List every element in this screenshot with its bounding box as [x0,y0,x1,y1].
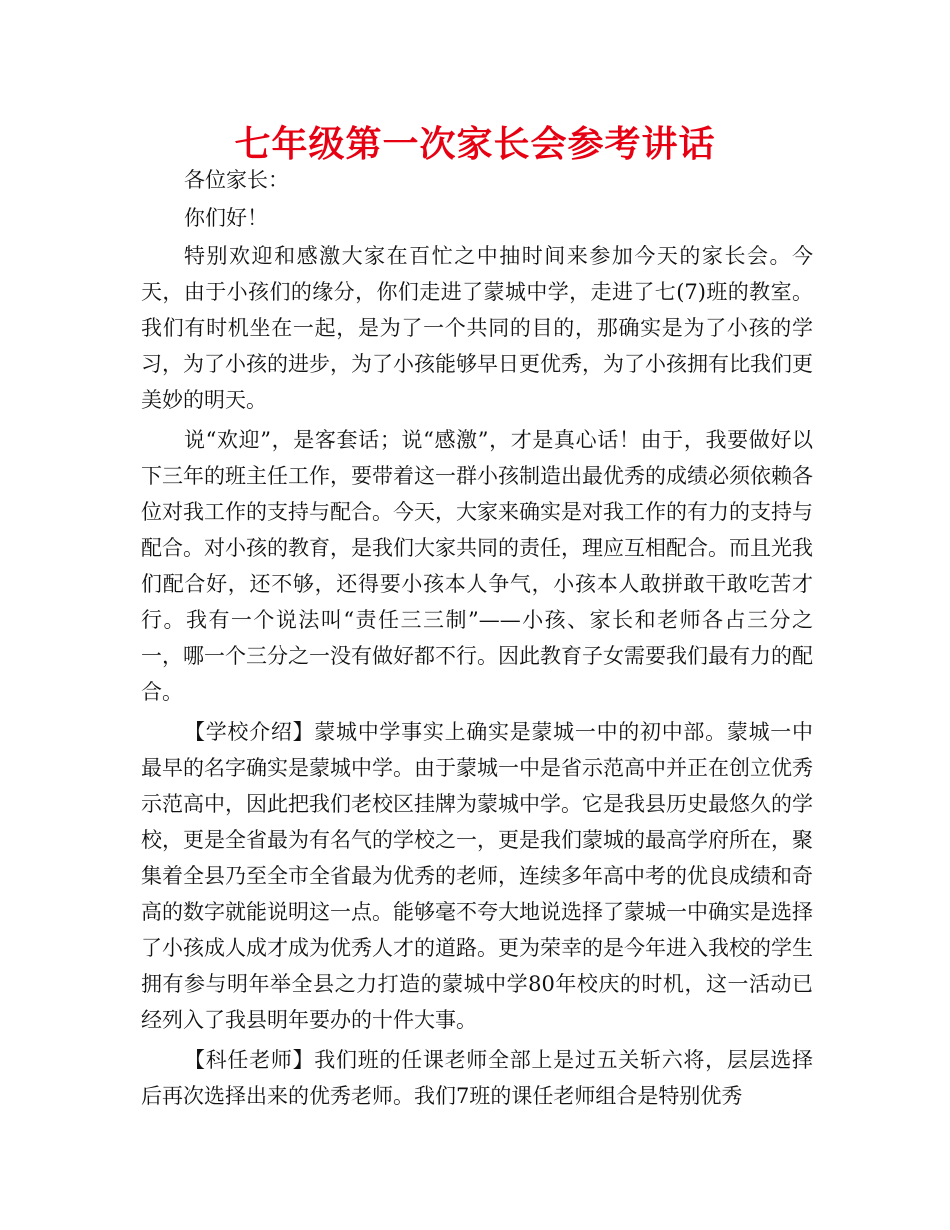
paragraph-school-intro: 【学校介绍】蒙城中学事实上确实是蒙城一中的初中部。蒙城一中最早的名字确实是蒙城中学。由于蒙城一中是省示范高中并正在创立优秀示范高中，因此把我们老校区挂牌为蒙城中学。它是我县历史最悠久的学校，更是全省最为有名气的学校之一，更是我们蒙城的最高学府所在，聚集着全县乃至全市全省最为优秀的老师，连续多年高中考的优良成绩和奇高的数字就能说明这一点。能够毫不夸大地说选择了蒙城一中确实是选择了小孩成人成才成为优秀人才的道路。更为荣幸的是今年进入我校的学生拥有参与明年举全县之力打造的蒙城中学80年校庆的时机，这一活动已经列入了我县明年要办的十件大事。 [141,720,813,1032]
salutation: 各位家长： [184,168,289,192]
document-title: 七年级第一次家长会参考讲话 [234,124,716,165]
paragraph-welcome: 特别欢迎和感激大家在百忙之中抽时间来参加今天的家长会。今天，由于小孩们的缘分，你们走进了蒙城中学，走进了七(7)班的教室。我们有时机坐在一起，是为了一个共同的目的，那确实是为了小孩的学习，为了小孩的进步，为了小孩能够早日更优秀，为了小孩拥有比我们更美妙的明天。 [141,244,813,412]
document-body [141,162,813,1118]
greeting: 你们好！ [184,206,268,230]
paragraph-teachers: 【科任老师】我们班的任课老师全部上是过五关斩六将，层层选择后再次选择出来的优秀老师。我们7班的课任老师组合是特别优秀 [141,1048,813,1108]
paragraph-cooperation: 说“欢迎”，是客套话；说“感激”，才是真心话！由于，我要做好以下三年的班主任工作，要带着这一群小孩制造出最优秀的成绩必须依赖各位对我工作的支持与配合。今天，大家来确实是对我工作的有力的支持与配合。对小孩的教育，是我们大家共同的责任，理应互相配合。而且光我们配合好，还不够，还得要小孩本人争气，小孩本人敢拼敢干敢吃苦才行。我有一个说法叫“责任三三制”——小孩、家长和老师各占三分之一，哪一个三分之一没有做好都不行。因此教育子女需要我们最有力的配合。 [141,428,813,704]
